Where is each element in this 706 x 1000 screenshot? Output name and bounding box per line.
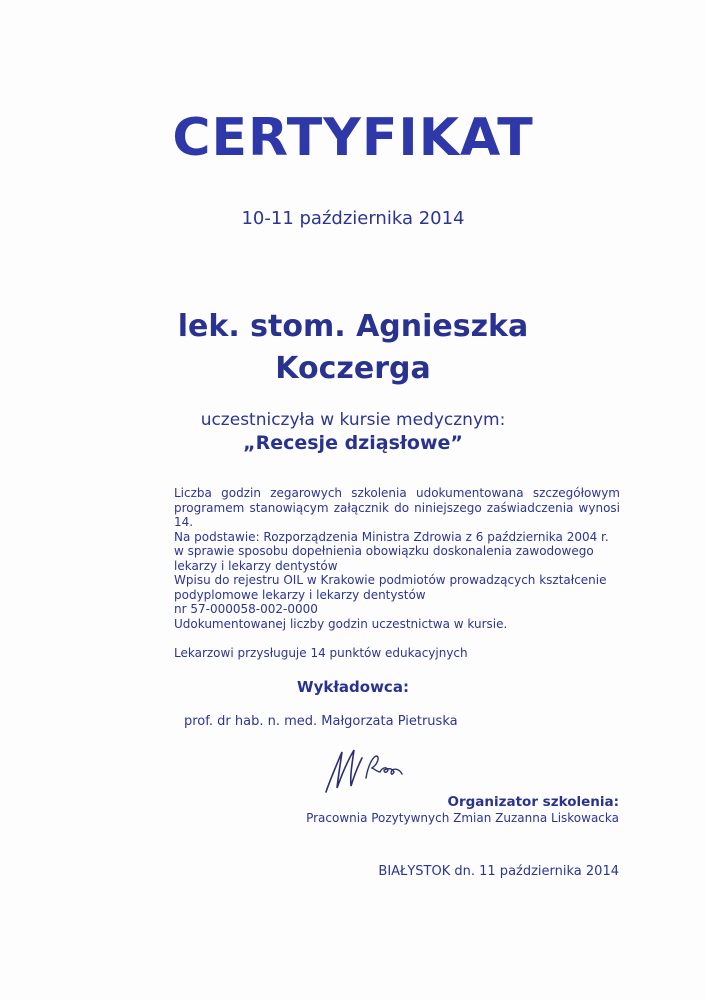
course-title: „Recesje dziąsłowe” xyxy=(243,432,463,454)
recipient-name-line2: Koczerga xyxy=(275,351,431,386)
organizer-name: Pracownia Pozytywnych Zmian Zuzanna Liskowacka xyxy=(306,811,619,825)
participation-statement: uczestniczyła w kursie medycznym: xyxy=(200,410,506,430)
certificate-title: CERTYFIKAT xyxy=(172,108,534,168)
certificate-body xyxy=(174,486,620,631)
registry-number: nr 57-000058-002-0000 xyxy=(174,602,318,616)
signature-mark xyxy=(320,742,410,798)
course-date: 10-11 października 2014 xyxy=(241,208,465,229)
organizer-label: Organizator szkolenia: xyxy=(447,794,619,810)
basis-line-2: w sprawie sposobu dopełnienia obowiązku doskonalenia zawodowego xyxy=(174,544,594,558)
documented-hours: Udokumentowanej liczby godzin uczestnictwa w kursie. xyxy=(174,616,508,631)
hours-paragraph: Liczba godzin zegarowych szkolenia udokumentowana szczegółowym programem stanowiącym załącznik do niniejszego zaświadczenia wynosi 14. xyxy=(174,486,620,529)
basis-line-1: Na podstawie: Rozporządzenia Ministra Zdrowia z 6 października 2004 r. xyxy=(174,529,609,544)
registry-line-2: podyplomowe lekarzy i lekarzy dentystów xyxy=(174,587,426,602)
education-points: Lekarzowi przysługuje 14 punktów edukacyjnych xyxy=(174,646,468,660)
lecturer-name: prof. dr hab. n. med. Małgorzata Pietruska xyxy=(184,714,458,729)
registry-line-1: Wpisu do rejestru OIL w Krakowie podmiotów prowadzących kształcenie xyxy=(174,573,607,587)
recipient-name xyxy=(0,306,706,390)
recipient-name-line1: lek. stom. Agnieszka xyxy=(177,309,529,344)
lecturer-label: Wykładowca: xyxy=(297,678,409,696)
basis-line-3: lekarzy i lekarzy dentystów xyxy=(174,558,338,573)
issue-place-date: BIAŁYSTOK dn. 11 października 2014 xyxy=(378,864,619,879)
